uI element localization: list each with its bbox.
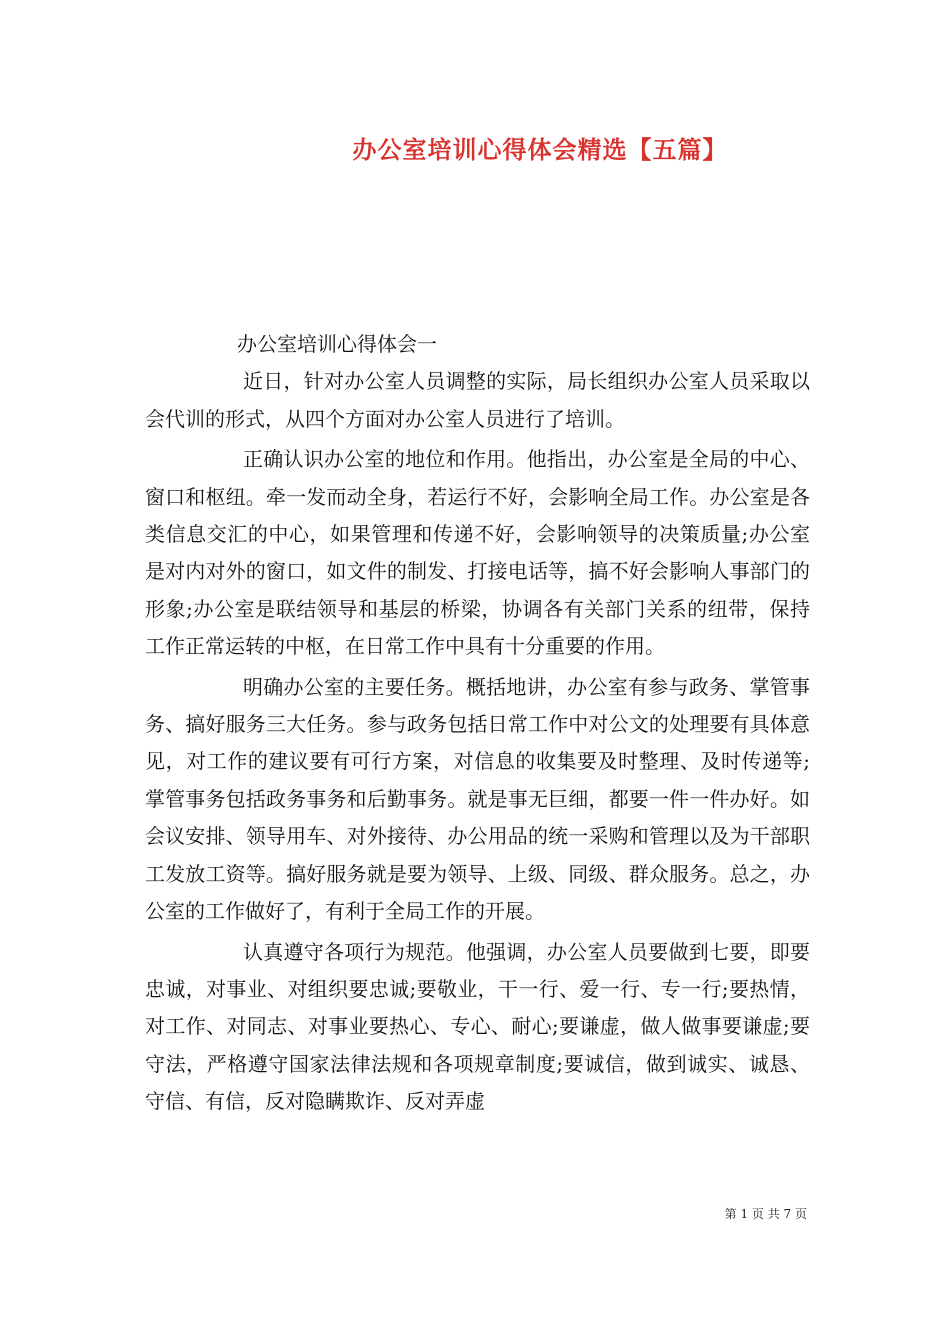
page-number-footer: 第 1 页 共 7 页 [724, 1207, 807, 1221]
paragraph-conduct: 认真遵守各项行为规范。他强调，办公室人员要做到七要，即要忠诚，对事业、对组织要忠诚;要敬业，干一行、爱一行、专一行;要热情，对工作、对同志、对事业要热心、专心、耐心;要谦虚，做人做事要谦虚;要守法，严格遵守国家法律法规和各项规章制度;要诚信，做到诚实、诚恳、守信、有信，反对隐瞒欺诈、反对弄虚 [145, 939, 810, 1114]
paragraph-tasks: 明确办公室的主要任务。概括地讲，办公室有参与政务、掌管事务、搞好服务三大任务。参与政务包括日常工作中对公文的处理要有具体意见，对工作的建议要有可行方案，对信息的收集要及时整理、及时传递等;掌管事务包括政务事务和后勤事务。就是事无巨细，都要一件一件办好。如会议安排、领导用车、对外接待、办公用品的统一采购和管理以及为干部职工发放工资等。搞好服务就是要为领导、上级、同级、群众服务。总之，办公室的工作做好了，有利于全局工作的开展。 [145, 674, 810, 924]
section-heading: 办公室培训心得体会一 [237, 332, 437, 356]
paragraph-intro: 近日，针对办公室人员调整的实际，局长组织办公室人员采取以会代训的形式，从四个方面对办公室人员进行了培训。 [145, 369, 810, 431]
document-title: 办公室培训心得体会精选【五篇】 [352, 135, 728, 164]
document-body [145, 326, 810, 1124]
paragraph-role: 正确认识办公室的地位和作用。他指出，办公室是全局的中心、窗口和枢纽。牵一发而动全身，若运行不好，会影响全局工作。办公室是各类信息交汇的中心，如果管理和传递不好，会影响领导的决策质量;办公室是对内对外的窗口，如文件的制发、打接电话等，搞不好会影响人事部门的形象;办公室是联结领导和基层的桥梁，协调各有关部门关系的纽带，保持工作正常运转的中枢，在日常工作中具有十分重要的作用。 [145, 447, 810, 659]
